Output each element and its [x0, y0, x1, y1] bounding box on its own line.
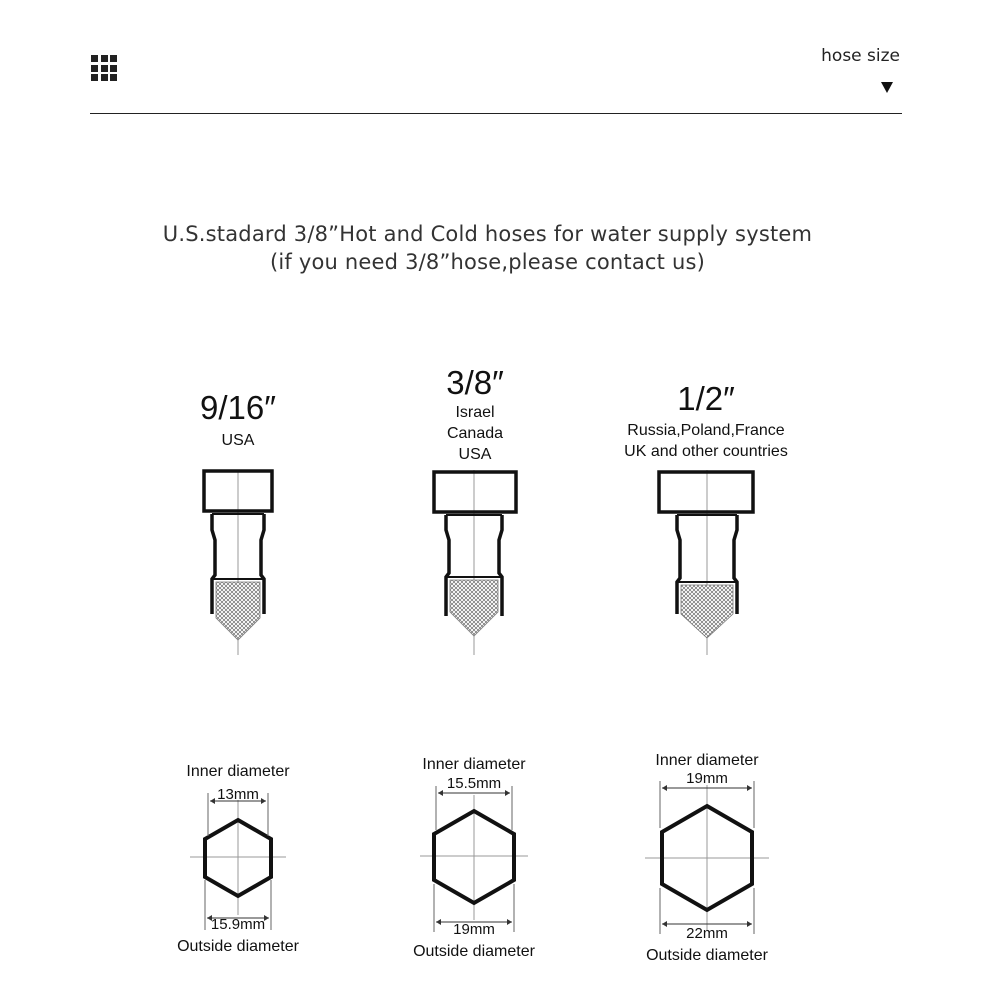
- hexagon-1-drawing: [190, 793, 286, 930]
- fitting-1-size: 9/16″: [200, 389, 276, 426]
- hex-1-outer-label: Outside diameter: [177, 938, 299, 955]
- hex-2-outer-value: 19mm: [453, 921, 495, 938]
- hex-1-inner-value: 13mm: [217, 786, 259, 803]
- fitting-2-drawing: [434, 470, 516, 655]
- hex-2-outer-label: Outside diameter: [413, 943, 535, 960]
- hexagon-2-drawing: [420, 786, 528, 932]
- fitting-1-country-1: USA: [221, 432, 255, 449]
- hose-size-dropdown-label[interactable]: hose size: [821, 46, 900, 66]
- hex-3-inner-value: 19mm: [686, 770, 728, 787]
- fitting-2-country-3: USA: [458, 446, 492, 463]
- fitting-1-drawing: [204, 470, 272, 655]
- fitting-2-country-2: Canada: [446, 425, 504, 442]
- hex-2-inner-label: Inner diameter: [422, 756, 526, 773]
- hex-2-inner-value: 15.5mm: [446, 775, 502, 792]
- hex-3-outer-label: Outside diameter: [646, 947, 768, 964]
- page-subtitle: (if you need 3/8”hose,please contact us): [269, 250, 706, 274]
- fitting-3-country-2: UK and other countries: [624, 443, 788, 460]
- fitting-3-drawing: [659, 470, 753, 655]
- page-title: U.S.stadard 3/8”Hot and Cold hoses for water supply system: [162, 222, 813, 246]
- hex-1-inner-label: Inner diameter: [186, 763, 290, 780]
- fitting-2-country-1: Israel: [455, 404, 495, 421]
- fitting-3-size: 1/2″: [677, 380, 735, 417]
- hex-3-outer-value: 22mm: [686, 925, 728, 942]
- hex-1-outer-value: 15.9mm: [210, 916, 266, 933]
- fitting-3-country-1: Russia,Poland,France: [627, 422, 785, 439]
- fitting-2-size: 3/8″: [446, 364, 504, 401]
- hexagon-3-drawing: [645, 781, 769, 934]
- hex-3-inner-label: Inner diameter: [655, 752, 759, 769]
